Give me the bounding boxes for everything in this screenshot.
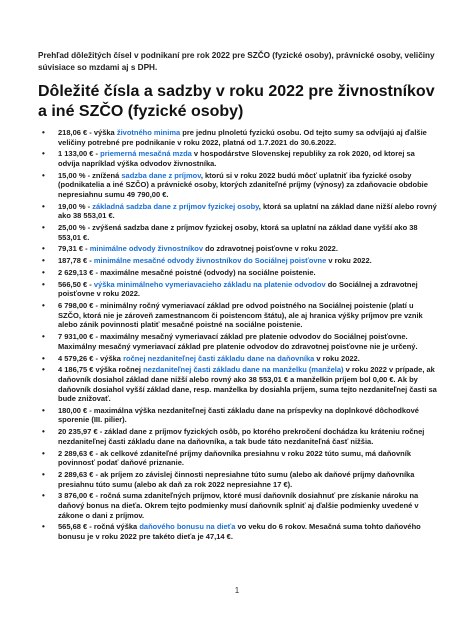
item-text: 565,68 € - ročná výška <box>58 522 140 532</box>
intro-text: Prehľad dôležitých čísel v podnikaní pre rok 2022 pre SZČO (fyzické osoby), právnické osoby, veličiny súvisiace so mzdami aj s DPH. <box>38 51 435 72</box>
item-text: 1 133,00 € - <box>58 149 101 159</box>
rates-list <box>38 128 438 544</box>
item-link[interactable]: základná sadzba dane z príjmov fyzickej osoby <box>92 201 259 211</box>
item-link[interactable]: ročnej nezdaniteľnej časti základu dane na daňovníka <box>123 353 315 363</box>
item-text: 15,00 % - znížená <box>58 170 122 180</box>
item-link[interactable]: priemerná mesačná mzda <box>100 149 192 159</box>
item-text-tail: v roku 2022. <box>326 256 372 266</box>
item-link[interactable]: životného minima <box>116 128 181 137</box>
list-item <box>38 223 438 242</box>
item-text-tail: do Sociálnej a zdravotnej poisťovne v roku 2022. <box>58 279 418 299</box>
list-item <box>38 128 438 147</box>
list-item <box>38 301 438 330</box>
item-text-tail: v roku 2022 v prípade, ak daňovník dosiahol základ dane nižší alebo rovný ako 38 553,01 € a manželkin príjem bol 0,00 €. Ak by daňovník dosiahol vyšší základ dane, resp. manželka by dosiahla príjem, suma tejto nezdaniteľnej časti sa bude znižovať. <box>58 365 437 404</box>
item-text: 3 876,00 € - ročná suma zdaniteľných príjmov, ktoré musí daňovník dosiahnuť pre získanie nároku na daňový bonus na dieťa. Okrem tejto podmienky musí daňovník splniť aj ďalšie podmienky uvedené v zákone o dani z príjmov. <box>58 491 419 520</box>
item-text-tail: do zdravotnej poisťovne v roku 2022. <box>203 244 338 254</box>
item-text-tail: vo veku do 6 rokov. Mesačná suma tohto daňového bonusu je v roku 2022 pre takéto dieťa je 47,14 €. <box>58 522 421 541</box>
item-link[interactable]: nezdaniteľnej časti základu dane na manželku (manžela) <box>143 365 344 375</box>
list-item <box>38 149 438 168</box>
item-link[interactable]: sadzba dane z príjmov <box>121 170 201 180</box>
list-item <box>38 256 438 266</box>
item-text: 79,31 € - <box>58 244 90 254</box>
item-text: 2 629,13 € - maximálne mesačné poistné (odvody) na sociálne poistenie. <box>58 268 316 278</box>
list-item <box>38 522 438 541</box>
item-text-tail: v hospodárstve Slovenskej republiky za rok 2020, od ktorej sa odvíja napríklad výška odvodov živnostníka. <box>58 149 415 168</box>
list-item <box>38 470 438 489</box>
page-number: 1 <box>234 586 240 595</box>
list-item <box>38 171 438 200</box>
page-title: Dôležité čísla a sadzby v roku 2022 pre živnostníkov a iné SZČO (fyzické osoby) <box>38 83 435 120</box>
list-item <box>38 406 438 425</box>
list-item <box>38 280 438 299</box>
item-text: 4 186,75 € výška ročnej <box>58 365 144 375</box>
item-text-tail: v roku 2022. <box>314 353 360 363</box>
item-text: 180,00 € - maximálna výška nezdaniteľnej časti základu dane na príspevky na doplnkové dôchodkové sporenie (III. pilier). <box>58 405 419 425</box>
list-item <box>38 332 438 351</box>
item-text: 218,06 € - výška <box>58 128 117 137</box>
item-link[interactable]: výška minimálneho vymeriavacieho základu na platenie odvodov <box>93 279 326 289</box>
item-text-tail: , ktorá sa uplatní na základ dane nižší alebo rovný ako 38 553,01 €. <box>58 201 437 221</box>
list-item <box>38 365 438 403</box>
item-text-tail: pre jednu plnoletú fyzickú osobu. Od tejto sumy sa odvíjajú aj ďalšie veličiny potrebné pre podnikanie v roku 2022, platná od 1.7.2021 do 30.6.2022. <box>58 128 427 147</box>
list-item <box>38 268 438 278</box>
item-text: 187,78 € - <box>58 256 94 266</box>
item-text: 6 798,00 € - minimálny ročný vymeriavací základ pre odvod poistného na Sociálnej poistenie (platí u SZČO, ktorá nie je zároveň zamestnancom či poistencom štátu), ale aj hranica výšky príjmov pre vznik alebo zánik povinnosti platiť mesačné poistné na sociálne poistenie. <box>58 301 423 330</box>
item-link[interactable]: minimálne odvody živnostníkov <box>89 244 204 254</box>
item-text: 2 289,63 € - ak celkové zdaniteľné príjmy daňovníka presiahnu v roku 2022 túto sumu, má daňovník povinnosť podať daňové priznanie. <box>58 448 412 468</box>
item-text: 25,00 % - zvýšená sadzba dane z príjmov fyzickej osoby, ktorá sa uplatní na základ dane vyšší ako 38 553,01 €. <box>58 223 418 242</box>
list-item <box>38 449 438 468</box>
item-text: 2 289,63 € - ak príjem zo závislej činnosti nepresiahne túto sumu (alebo ak daňové príjmy daňovníka presiahnu túto sumu (alebo ak daň za rok 2022 nepresiahne 17 €). <box>58 470 415 489</box>
item-text: 566,50 € - <box>58 279 94 289</box>
item-text-tail: , ktorú si v roku 2022 budú môcť uplatniť iba fyzické osoby (podnikatelia a iné SZČO) a právnické osoby, ktorých zdaniteľné príjmy (výnosy) za zdaňovacie obdobie nepresiahnu sumu 49 790,00 €. <box>58 170 428 199</box>
list-item <box>38 354 438 364</box>
item-text: 4 579,26 € - výška <box>58 353 124 363</box>
list-item <box>38 202 438 221</box>
list-item <box>38 244 438 254</box>
item-link[interactable]: minimálne mesačné odvody živnostníkov do Sociálnej poisťovne <box>93 256 327 266</box>
item-text: 20 235,97 € - základ dane z príjmov fyzických osôb, po ktorého prekročení dochádza ku kráteniu ročnej nezdaniteľnej časti základu dane na daňovníka, a tak bude táto nezdaniteľná časť nižšia. <box>58 427 425 446</box>
item-text: 19,00 % - <box>58 201 93 211</box>
list-item <box>38 491 438 520</box>
item-link[interactable]: daňového bonusu na dieťa <box>139 522 236 532</box>
list-item <box>38 427 438 446</box>
item-text: 7 931,00 € - maximálny mesačný vymeriavací základ pre platenie odvodov do Sociálnej poisťovne. Maximálny mesačný vymeriavací základ pre platenie odvodov do zdravotnej poisťovne nie je určený. <box>58 332 418 351</box>
